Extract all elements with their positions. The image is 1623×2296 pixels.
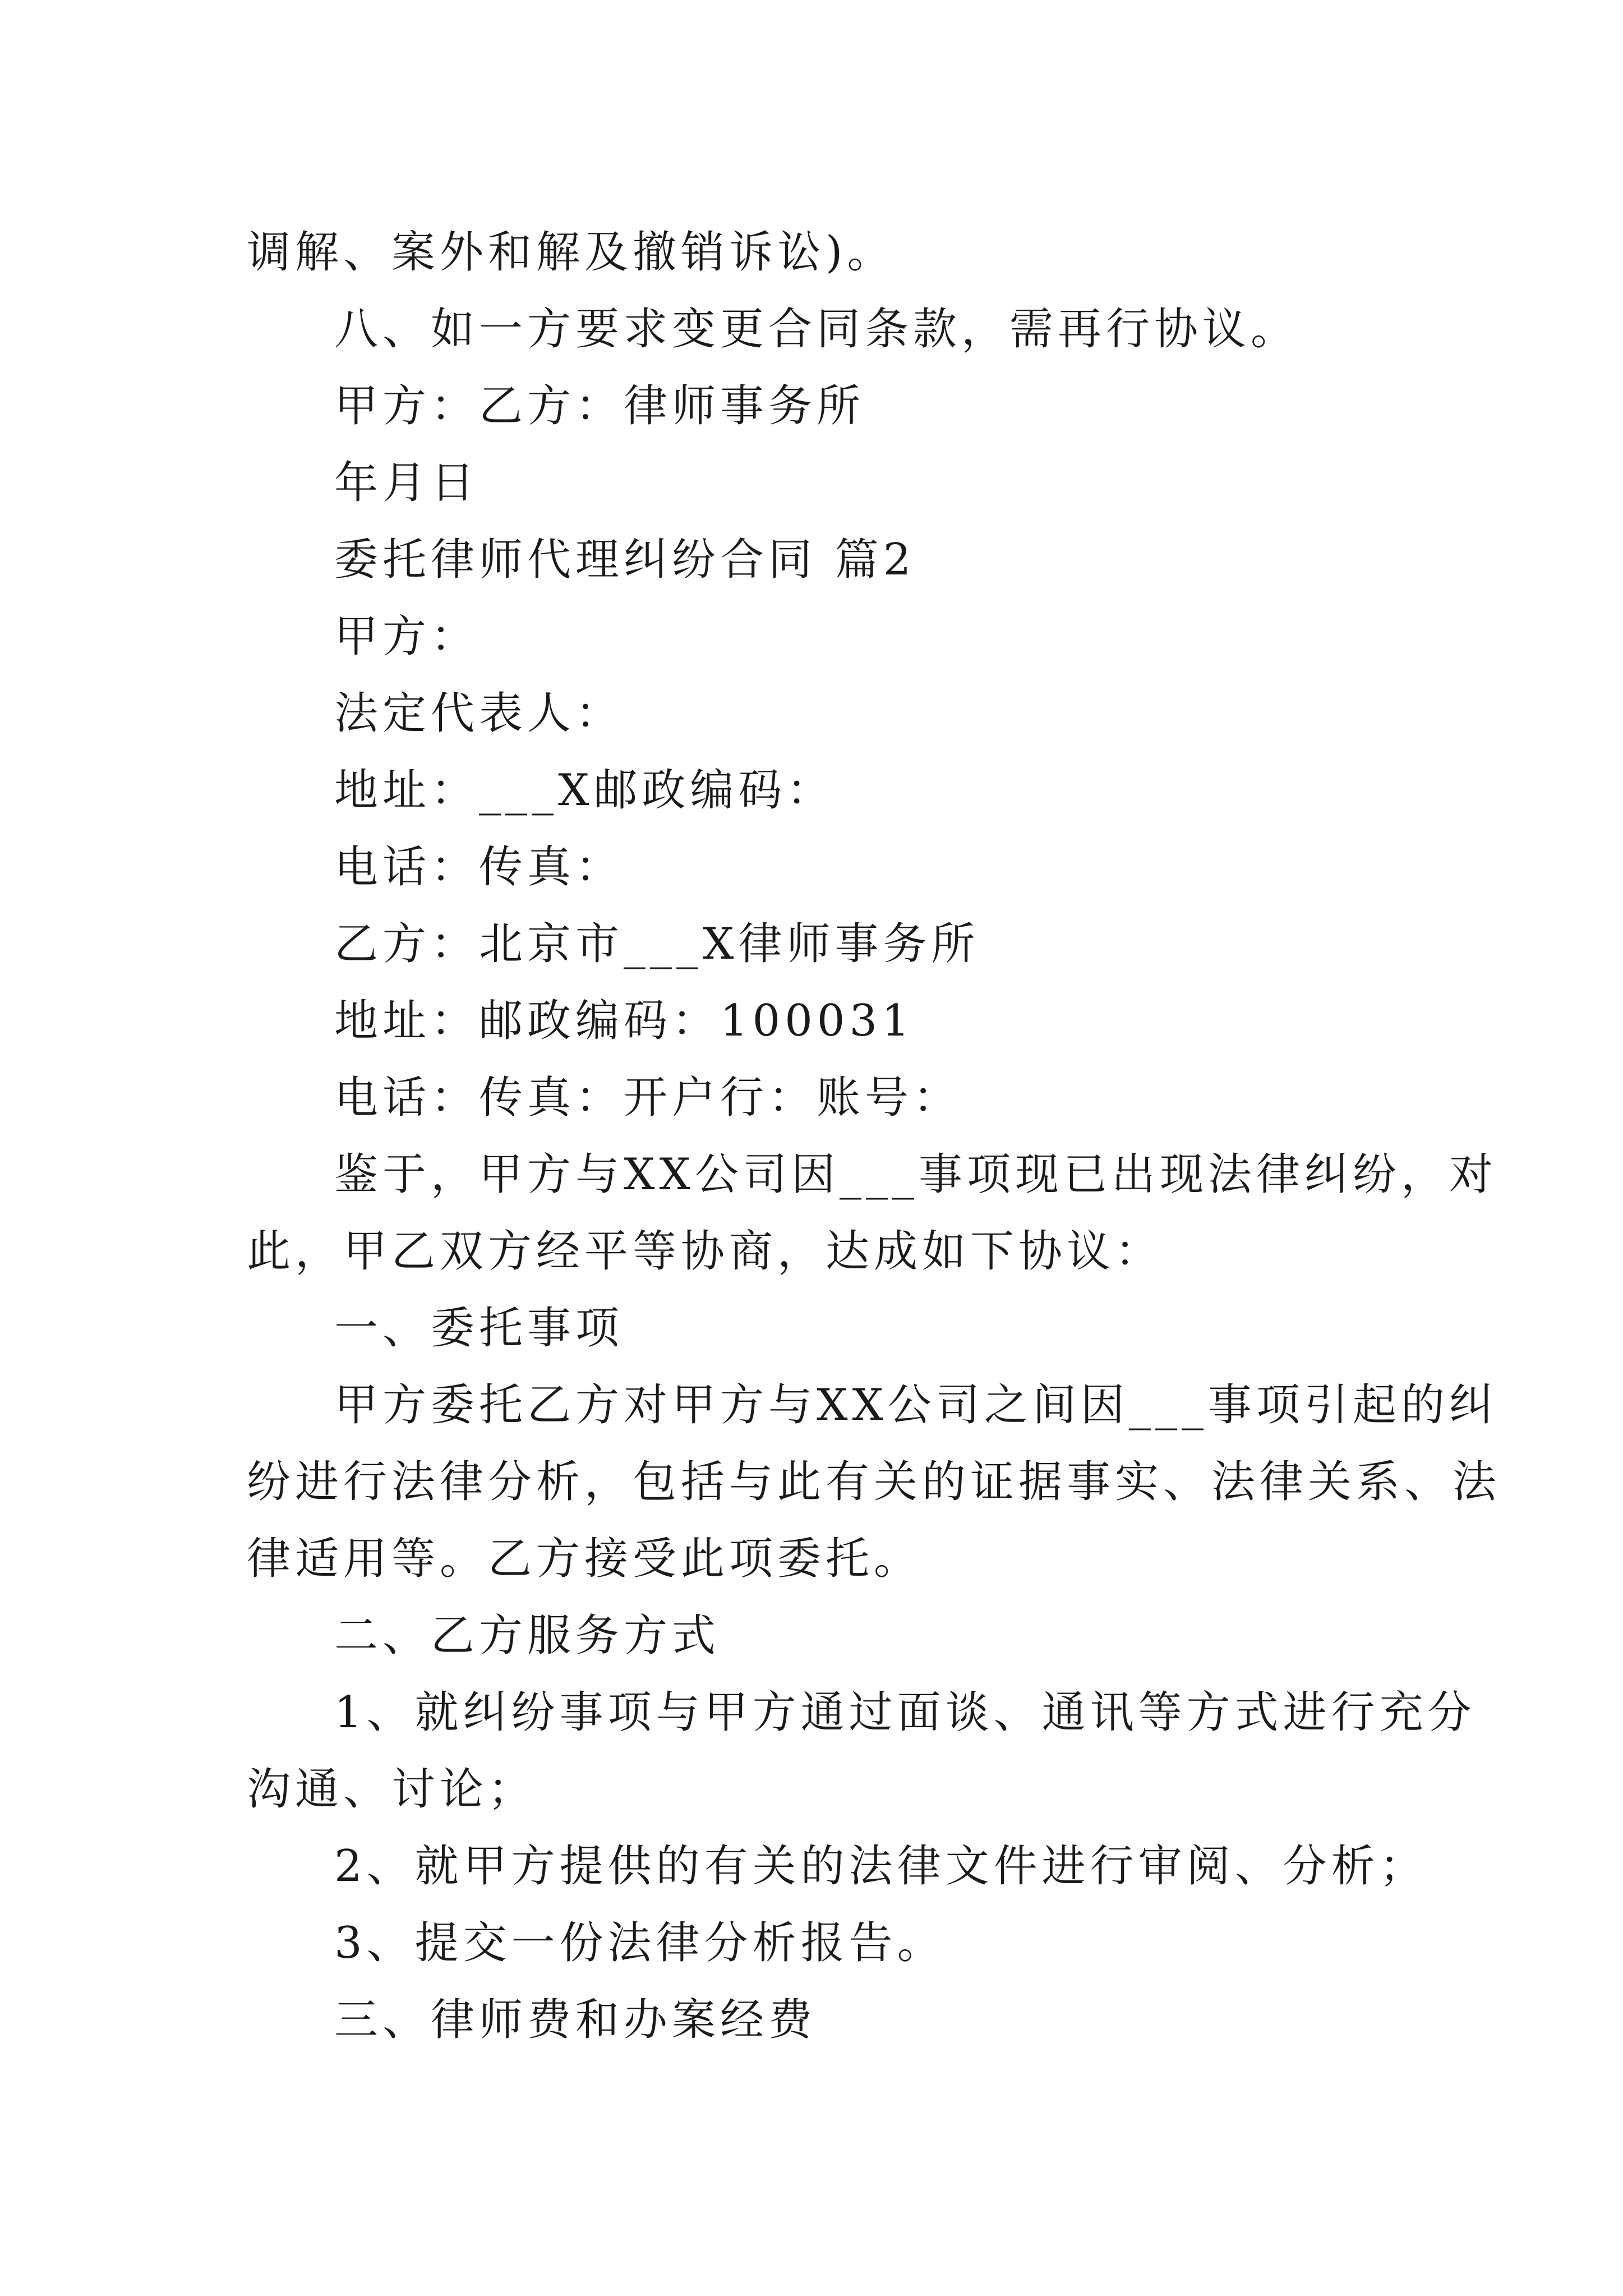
- text-line: 年月日: [334, 458, 479, 508]
- text-line: 地址：邮政编码：100031: [334, 996, 914, 1046]
- text-line: 沟通、讨论；: [247, 1764, 537, 1815]
- text-line: 律适用等。乙方接受此项委托。: [247, 1534, 923, 1584]
- text-line: 纷进行法律分析，包括与此有关的证据事实、法律关系、法: [247, 1457, 1501, 1507]
- clause-heading: 一、委托事项: [334, 1303, 624, 1354]
- list-item: 1、就纠纷事项与甲方通过面谈、通讯等方式进行充分: [334, 1687, 1476, 1738]
- text-line: 调解、案外和解及撤销诉讼)。: [247, 227, 896, 278]
- text-line: 乙方：北京市___X律师事务所: [334, 919, 980, 969]
- section-title: 委托律师代理纠纷合同 篇2: [334, 535, 916, 585]
- text-line: 鉴于，甲方与XX公司因___事项现已出现法律纠纷，对: [334, 1149, 1498, 1200]
- text-line: 甲方：乙方：律师事务所: [334, 381, 865, 431]
- text-line: 甲方委托乙方对甲方与XX公司之间因___事项引起的纠: [334, 1380, 1498, 1430]
- text-line: 此，甲乙双方经平等协商，达成如下协议：: [247, 1226, 1164, 1277]
- clause-heading: 二、乙方服务方式: [334, 1611, 721, 1661]
- text-line: 甲方：: [334, 611, 479, 662]
- text-line: 地址：___X邮政编码：: [334, 765, 835, 816]
- clause-heading: 三、律师费和办案经费: [334, 1995, 817, 2045]
- list-item: 3、提交一份法律分析报告。: [334, 1918, 946, 1968]
- text-line: 电话：传真：: [334, 842, 624, 892]
- list-item: 2、就甲方提供的有关的法律文件进行审阅、分析；: [334, 1841, 1428, 1892]
- text-line: 电话：传真：开户行：账号：: [334, 1073, 962, 1123]
- text-line: 法定代表人：: [334, 688, 624, 739]
- text-line: 八、如一方要求变更合同条款，需再行协议。: [334, 304, 1299, 355]
- document-body: [247, 214, 1501, 2059]
